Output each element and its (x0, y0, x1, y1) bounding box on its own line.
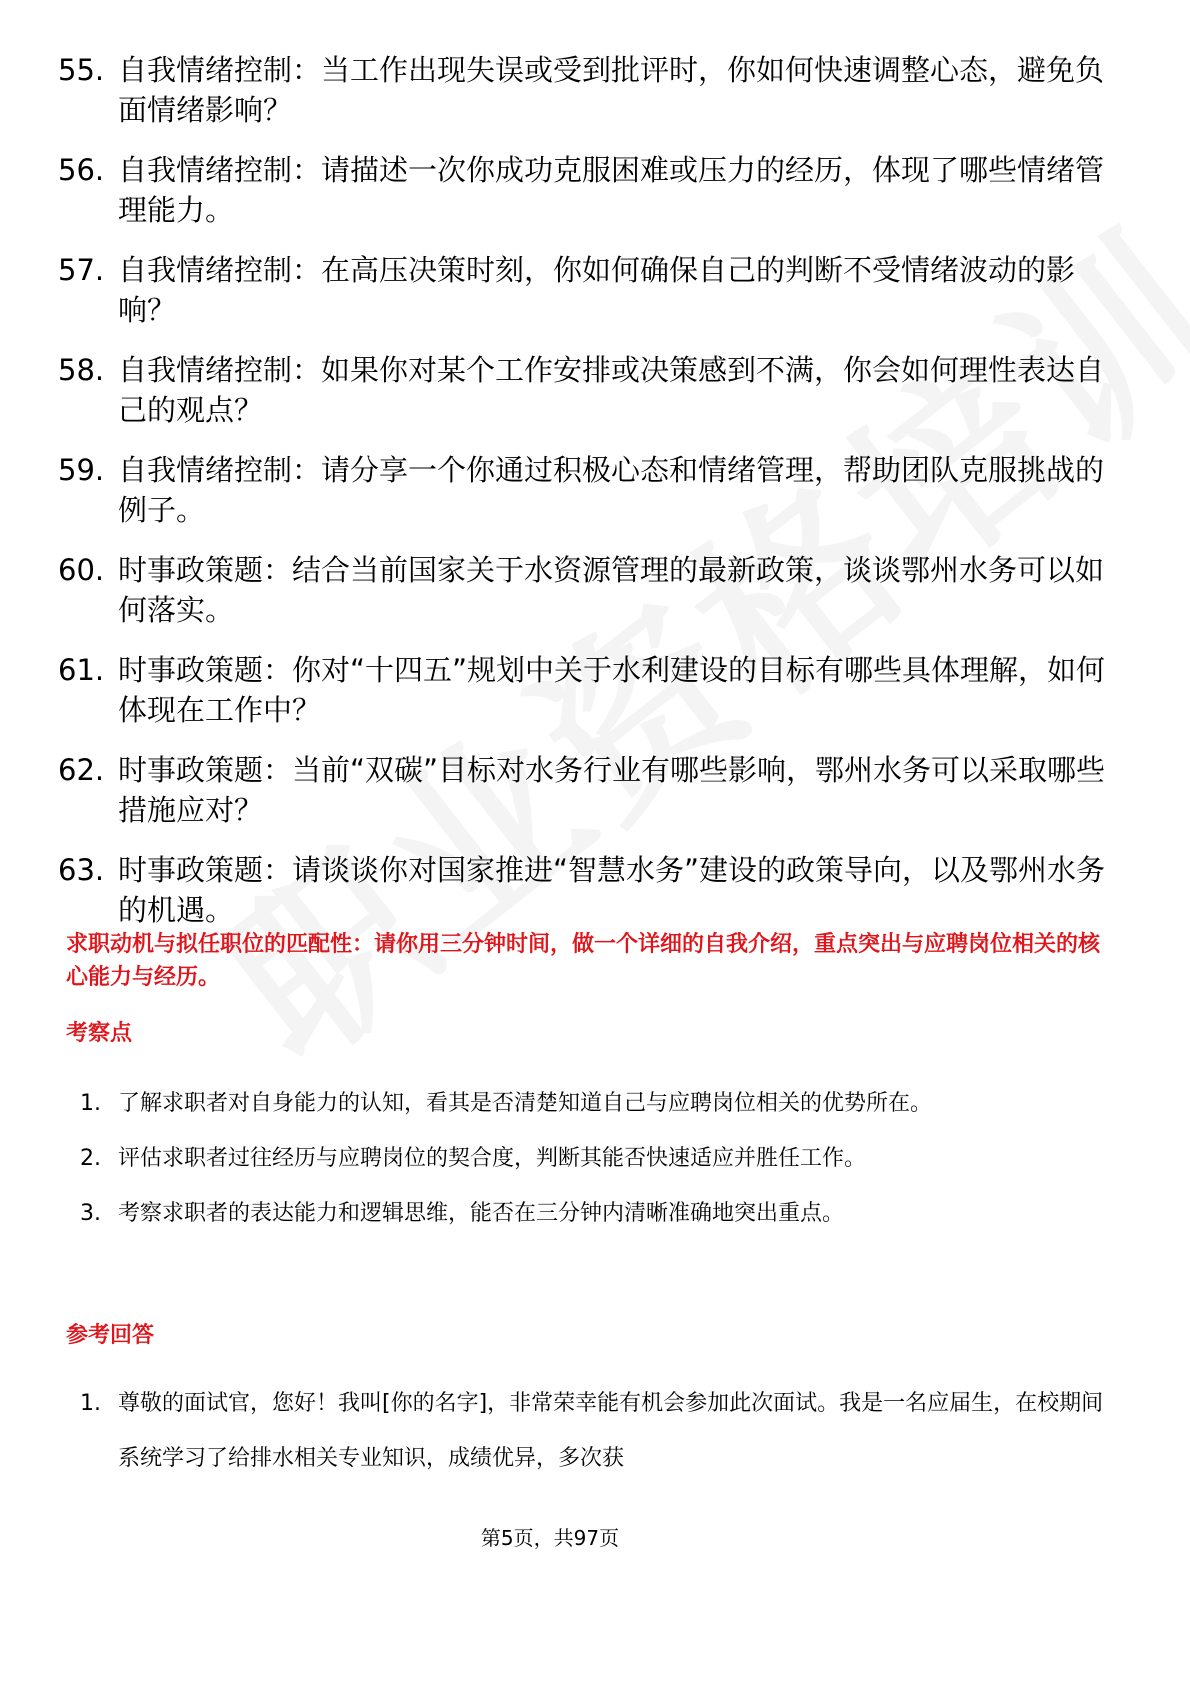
points-heading: 考察点 (66, 1021, 133, 1046)
item-text: 自我情绪控制：在高压决策时刻，你如何确保自己的判断不受情绪波动的影响？ (118, 253, 1076, 327)
item-number: 1. (80, 1091, 101, 1116)
question-list (58, 50, 1108, 950)
answer-heading: 参考回答 (66, 1323, 155, 1348)
item-text: 自我情绪控制：请分享一个你通过积极心态和情绪管理，帮助团队克服挑战的例子。 (118, 453, 1105, 527)
item-number: 61. (58, 653, 105, 687)
list-item (58, 750, 1108, 830)
item-text: 时事政策题：你对“十四五”规划中关于水利建设的目标有哪些具体理解，如何体现在工作中？ (118, 653, 1106, 727)
item-number: 60. (58, 553, 105, 587)
item-text: 时事政策题：当前“双碳”目标对水务行业有哪些影响，鄂州水务可以采取哪些措施应对？ (118, 753, 1106, 827)
item-number: 57. (58, 253, 105, 287)
item-text: 考察求职者的表达能力和逻辑思维，能否在三分钟内清晰准确地突出重点。 (118, 1201, 845, 1226)
answer-list (80, 1376, 1110, 1486)
item-number: 2. (80, 1146, 101, 1171)
section-title: 求职动机与拟任职位的匹配性：请你用三分钟时间，做一个详细的自我介绍，重点突出与应聘岗位相关的核心能力与经历。 (66, 932, 1101, 990)
list-item (80, 1186, 1110, 1241)
list-item (80, 1376, 1110, 1486)
list-item (58, 850, 1108, 930)
item-text: 尊敬的面试官，您好！我叫[你的名字]，非常荣幸能有机会参加此次面试。我是一名应届生，在校期间系统学习了给排水相关专业知识，成绩优异，多次获 (118, 1391, 1104, 1471)
list-item (58, 250, 1108, 330)
item-text: 自我情绪控制：当工作出现失误或受到批评时，你如何快速调整心态，避免负面情绪影响？ (118, 53, 1105, 127)
item-text: 时事政策题：结合当前国家关于水资源管理的最新政策，谈谈鄂州水务可以如何落实。 (118, 553, 1105, 627)
item-number: 56. (58, 153, 105, 187)
item-number: 62. (58, 753, 105, 787)
list-item (80, 1131, 1110, 1186)
list-item (58, 150, 1108, 230)
list-item (58, 550, 1108, 630)
list-item (58, 350, 1108, 430)
item-number: 63. (58, 853, 105, 887)
item-text: 自我情绪控制：如果你对某个工作安排或决策感到不满，你会如何理性表达自己的观点？ (118, 353, 1105, 427)
item-number: 59. (58, 453, 105, 487)
list-item (58, 650, 1108, 730)
points-list (80, 1076, 1110, 1241)
item-number: 1. (80, 1391, 101, 1416)
list-item (80, 1076, 1110, 1131)
item-number: 58. (58, 353, 105, 387)
list-item (58, 50, 1108, 130)
item-text: 了解求职者对自身能力的认知，看其是否清楚知道自己与应聘岗位相关的优势所在。 (118, 1091, 933, 1116)
item-number: 3. (80, 1201, 101, 1226)
item-text: 自我情绪控制：请描述一次你成功克服困难或压力的经历，体现了哪些情绪管理能力。 (118, 153, 1105, 227)
item-number: 55. (58, 53, 105, 87)
item-text: 评估求职者过往经历与应聘岗位的契合度，判断其能否快速适应并胜任工作。 (118, 1146, 867, 1171)
page-footer: 第5页，共97页 (480, 1526, 620, 1550)
item-text: 时事政策题：请谈谈你对国家推进“智慧水务”建设的政策导向，以及鄂州水务的机遇。 (118, 853, 1106, 927)
list-item (58, 450, 1108, 530)
